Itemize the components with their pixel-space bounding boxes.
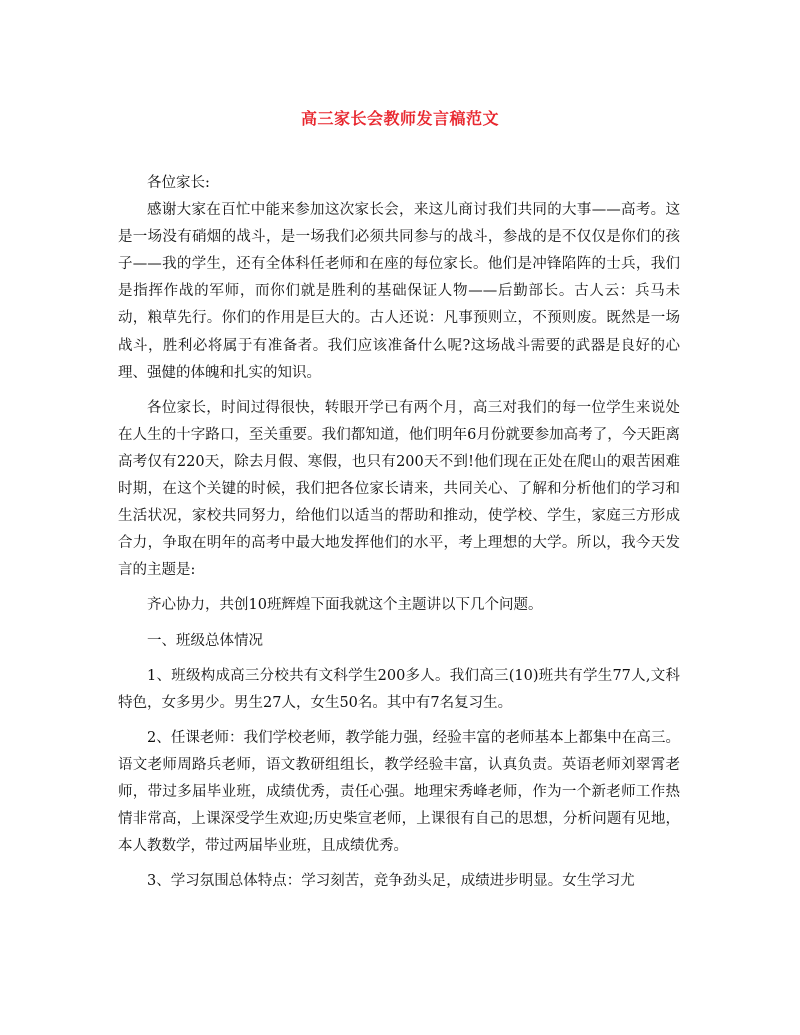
paragraph-atmosphere: 3、学习氛围总体特点：学习刻苦，竞争劲头足，成绩进步明显。女生学习尤 [147, 873, 635, 890]
document-body [118, 170, 680, 895]
paragraph-intro: 感谢大家在百忙中能来参加这次家长会，来这儿商讨我们共同的大事——高考。这是一场没有硝烟的战斗，是一场我们必须共同参与的战斗，参战的是不仅仅是你们的孩子——我的学生，还有全体科任老师和在座的每位家长。他们是冲锋陷阵的士兵，我们是指挥作战的军师，而你们就是胜利的基础保证人物——后勤部长。古人云：兵马未动，粮草先行。你们的作用是巨大的。古人还说：凡事预则立，不预则废。既然是一场战斗，胜利必将属于有准备者。我们应该准备什么呢?这场战斗需要的武器是良好的心理、强健的体魄和扎实的知识。 [118, 202, 680, 381]
document-title: 高三家长会教师发言稿范文 [300, 109, 499, 128]
paragraph-class-composition: 1、班级构成高三分校共有文科学生200多人。我们高三(10)班共有学生77人,文科特色，女多男少。男生27人，女生50名。其中有7名复习生。 [118, 667, 680, 711]
paragraph-salutation: 各位家长: [147, 175, 210, 191]
paragraph-time: 各位家长，时间过得很快，转眼开学已有两个月，高三对我们的每一位学生来说处在人生的十字路口，至关重要。我们都知道，他们明年6月份就要参加高考了，今天距离高考仅有220天，除去月假、寒假，也只有200天不到!他们现在正处在爬山的艰苦困难时期，在这个关键的时候，我们把各位家长请来，共同关心、了解和分析他们的学习和生活状况，家校共同努力，给他们以适当的帮助和推动，使学校、学生，家庭三方形成合力，争取在明年的高考中最大地发挥他们的水平，考上理想的大学。所以，我今天发言的主题是: [118, 399, 680, 579]
paragraph-theme: 齐心协力，共创10班辉煌下面我就这个主题讲以下几个问题。 [147, 597, 543, 614]
paragraph-teachers: 2、任课老师：我们学校老师，教学能力强，经验丰富的老师基本上都集中在高三。语文老师周路兵老师，语文教研组组长，教学经验丰富，认真负责。英语老师刘翠霄老师，带过多届毕业班，成绩优秀，责任心强。地理宋秀峰老师，作为一个新老师工作热情非常高，上课深受学生欢迎;历史柴宣老师，上课很有自己的思想，分析问题有见地，本人教数学，带过两届毕业班，且成绩优秀。 [118, 729, 680, 855]
section-heading-class-overview: 一、班级总体情况 [147, 632, 263, 649]
